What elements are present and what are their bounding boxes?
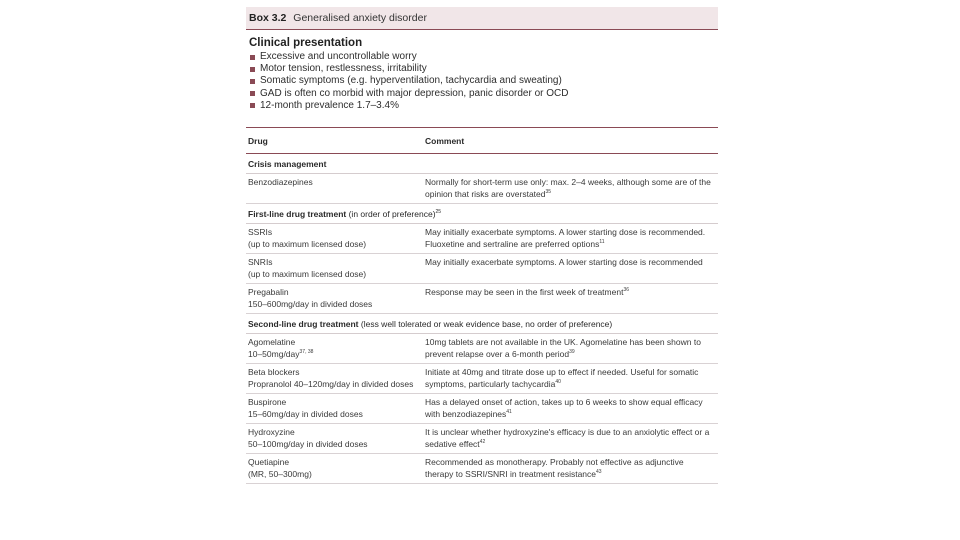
table-row: Quetiapine (MR, 50–300mg) Recommended as monotherapy. Probably not effective as adjunctive therapy to SSRI/SNRI in treatment resistance$^{43}$ — [246, 454, 718, 484]
clinical-item: GAD is often co morbid with major depression, panic disorder or OCD — [249, 88, 718, 100]
drug-detail: (up to maximum licensed dose) — [248, 238, 367, 249]
drug-name: Quetiapine — [248, 457, 290, 467]
drug-detail: 15–60mg/day in divided doses — [248, 408, 363, 419]
drug-detail: (up to maximum licensed dose) — [248, 268, 367, 279]
drug-name: Buspirone — [248, 397, 287, 407]
section-crisis-management: Crisis management — [246, 154, 718, 174]
square-bullet-icon — [250, 55, 255, 60]
drug-comment: Has a delayed onset of action, takes up to 6 weeks to show equal efficacy with benzodiazepines — [425, 397, 703, 419]
clinical-item: 12-month prevalence 1.7–3.4% — [249, 100, 718, 112]
header-drug: Drug — [248, 135, 268, 146]
drug-detail: Propranolol 40–120mg/day in divided doses — [248, 378, 414, 389]
section-first-line: First-line drug treatment (in order of preference)$^{25}$ — [246, 204, 718, 224]
drug-comment: Normally for short-term use only: max. 2–4 weeks, although some are of the opinion that risks are overstated — [425, 177, 711, 199]
table-row: SSRIs (up to maximum licensed dose) May initially exacerbate symptoms. A lower starting dose is recommended. Fluoxetine and sertraline are preferred options$^{11}$ — [246, 224, 718, 254]
drug-comment: Response may be seen in the first week of treatment — [425, 287, 624, 297]
table-row: Hydroxyzine 50–100mg/day in divided doses It is unclear whether hydroxyzine's efficacy is due to an anxiolytic effect or a sedative effect$^{42}$ — [246, 424, 718, 454]
table-row: Pregabalin 150–600mg/day in divided doses Response may be seen in the first week of treatment$^{36}$ — [246, 284, 718, 314]
box-header — [246, 7, 718, 30]
clinical-item: Somatic symptoms (e.g. hyperventilation, tachycardia and sweating) — [249, 75, 718, 87]
clinical-heading: Clinical presentation — [249, 37, 363, 49]
box-number: Box 3.2 — [249, 12, 287, 24]
box-title: Generalised anxiety disorder — [293, 12, 427, 24]
gad-box — [246, 7, 718, 479]
table-row: Benzodiazepines Normally for short-term use only: max. 2–4 weeks, although some are of the opinion that risks are overstated$^{35}$ — [246, 174, 718, 204]
table-row: Agomelatine 10–50mg/day$^{37, 38}$ 10mg tablets are not available in the UK. Agomelatine has been shown to prevent relapse over a 6-month period$^{39}$ — [246, 334, 718, 364]
table-row: Buspirone 15–60mg/day in divided doses Has a delayed onset of action, takes up to 6 weeks to show equal efficacy with benzodiazepines$^{41}$ — [246, 394, 718, 424]
drug-name: SSRIs — [248, 227, 273, 237]
drug-detail: (MR, 50–300mg) — [248, 468, 312, 479]
drug-name: Agomelatine — [248, 337, 296, 347]
drug-comment: May initially exacerbate symptoms. A lower starting dose is recommended — [425, 257, 703, 267]
drug-comment: Initiate at 40mg and titrate dose up to effect if needed. Useful for somatic symptoms, particularly tachycardia — [425, 367, 699, 389]
drug-table — [246, 127, 718, 484]
table-header — [246, 127, 718, 154]
drug-detail: 150–600mg/day in divided doses — [248, 298, 373, 309]
drug-comment: Recommended as monotherapy. Probably not effective as adjunctive therapy to SSRI/SNRI in treatment resistance — [425, 457, 684, 479]
drug-name: SNRIs — [248, 257, 273, 267]
square-bullet-icon — [250, 79, 255, 84]
clinical-list — [249, 51, 718, 112]
square-bullet-icon — [250, 67, 255, 72]
drug-name: Benzodiazepines — [248, 177, 313, 187]
square-bullet-icon — [250, 103, 255, 108]
drug-name: Beta blockers — [248, 367, 300, 377]
square-bullet-icon — [250, 91, 255, 96]
drug-name: Hydroxyzine — [248, 427, 295, 437]
section-second-line: Second-line drug treatment (less well tolerated or weak evidence base, no order of preference) — [246, 314, 718, 334]
drug-comment: It is unclear whether hydroxyzine's efficacy is due to an anxiolytic effect or a sedative effect — [425, 427, 710, 449]
drug-comment: May initially exacerbate symptoms. A lower starting dose is recommended. Fluoxetine and sertraline are preferred options — [425, 227, 706, 249]
clinical-item: Excessive and uncontrollable worry — [249, 51, 718, 63]
clinical-item: Motor tension, restlessness, irritability — [249, 63, 718, 75]
drug-detail: 50–100mg/day in divided doses — [248, 438, 368, 449]
drug-detail: 10–50mg/day — [248, 348, 300, 359]
clinical-presentation — [246, 30, 718, 112]
table-row: Beta blockers Propranolol 40–120mg/day in divided doses Initiate at 40mg and titrate dose up to effect if needed. Useful for somatic symptoms, particularly tachycardia$^{40}$ — [246, 364, 718, 394]
table-row — [246, 254, 718, 284]
drug-name: Pregabalin — [248, 287, 289, 297]
drug-comment: 10mg tablets are not available in the UK. Agomelatine has been shown to prevent relapse over a 6-month period — [425, 337, 701, 359]
header-comment: Comment — [425, 135, 465, 146]
